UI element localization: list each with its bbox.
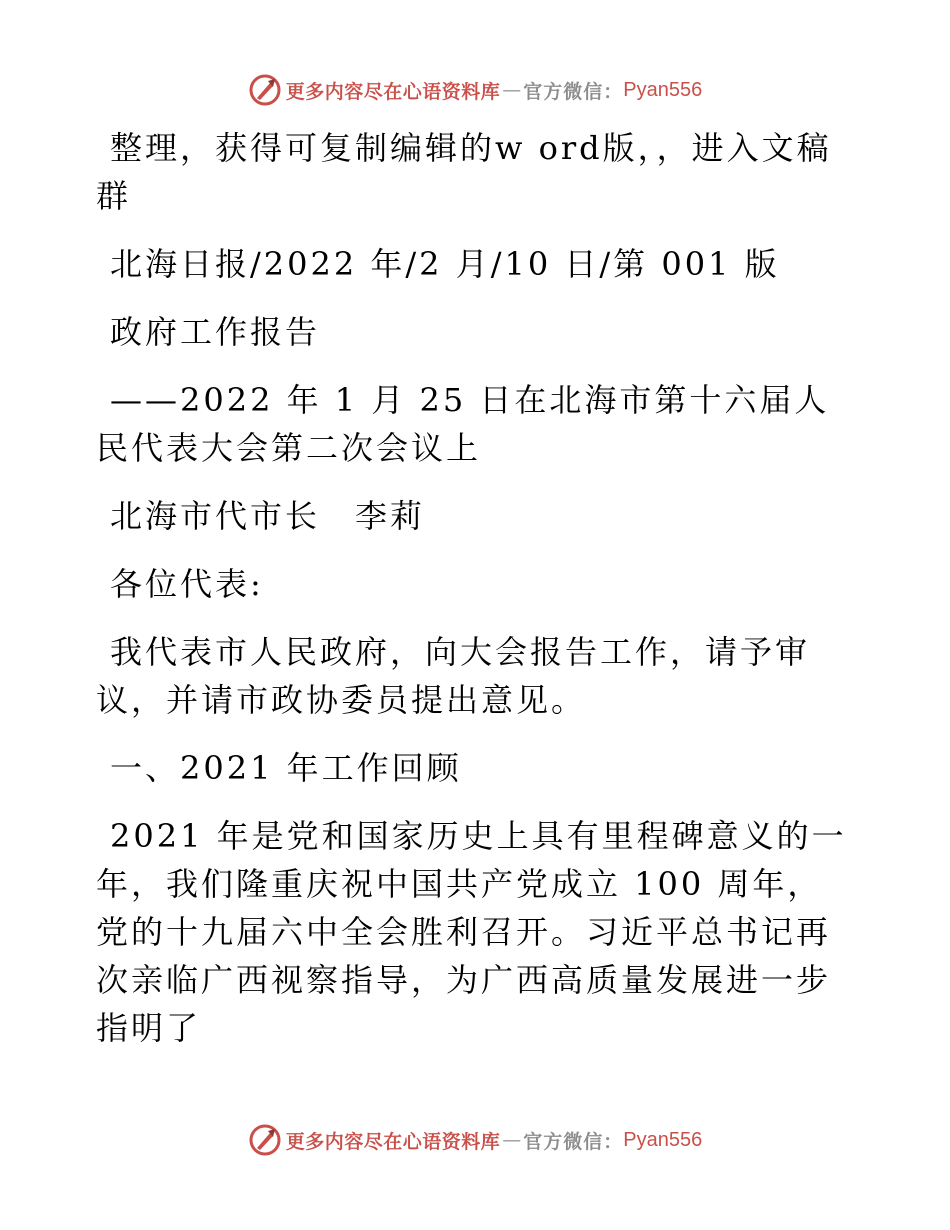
watermark-wechat-label: 官方微信：: [523, 1130, 624, 1153]
watermark-main-text: 更多内容尽在心语资料库: [285, 80, 501, 103]
header-watermark: [0, 70, 950, 110]
paragraph-body: 2021 年是党和国家历史上具有里程碑意义的一年，我们隆重庆祝中国共产党成立 100 周年，党的十九届六中全会胜利召开。习近平总书记再次亲临广西视察指导，为广西高质量发展进一步指明了: [96, 817, 847, 1047]
paragraph-source: 北海日报/2022 年/2 月/10 日/第 001 版: [110, 245, 780, 283]
watermark-wechat-id: Pyan556: [623, 78, 703, 101]
document-body: [96, 124, 856, 1072]
watermark-main-text: 更多内容尽在心语资料库: [285, 1130, 501, 1153]
watermark-wechat-label: 官方微信：: [523, 80, 624, 103]
section-heading: 一、2021 年工作回顾: [110, 749, 462, 787]
document-title: 政府工作报告: [110, 313, 321, 351]
watermark-separator: —: [502, 1129, 522, 1151]
watermark-separator: —: [502, 79, 522, 101]
watermark-wechat-id: Pyan556: [623, 1128, 703, 1151]
document-subtitle: ——2022 年 1 月 25 日在北海市第十六届人民代表大会第二次会议上: [96, 381, 830, 467]
quill-logo-icon: [248, 1123, 282, 1157]
paragraph-intro: 我代表市人民政府，向大会报告工作，请予审议，并请市政协委员提出意见。: [96, 633, 811, 719]
salutation: 各位代表:: [110, 565, 264, 603]
paragraph-note: 整理，获得可复制编辑的w ord版，，进入文稿群: [96, 129, 832, 215]
quill-logo-icon: [248, 73, 282, 107]
footer-watermark: [0, 1120, 950, 1160]
author-line: 北海市代市长 李莉: [110, 497, 426, 535]
